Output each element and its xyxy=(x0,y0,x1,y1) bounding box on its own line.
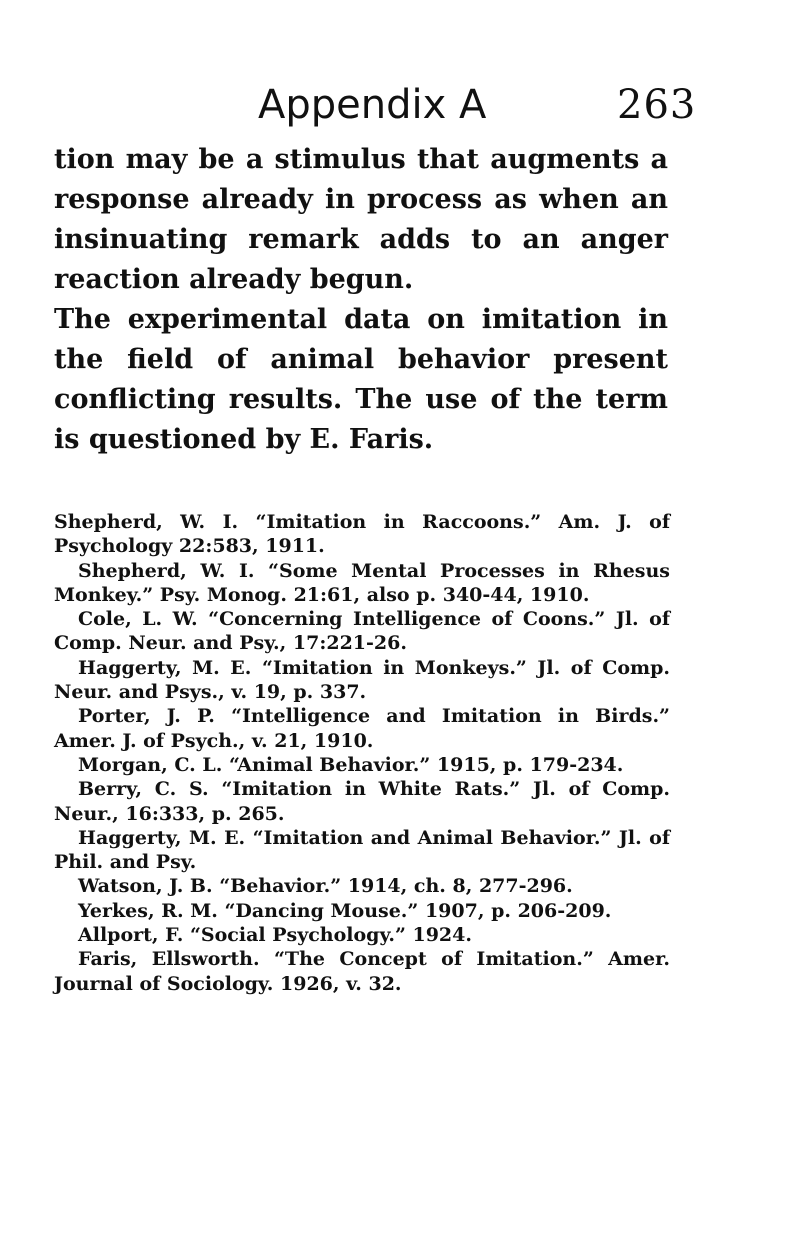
reference-entry: Watson, J. B. “Behavior.” 1914, ch. 8, 277-296. xyxy=(78,875,573,898)
body-paragraph: tion may be a stimulus that augments a response already in process as when an insinuating remark adds to an anger reaction already begun. xyxy=(54,144,668,295)
reference-entry: Porter, J. P. “Intelligence and Imitation in Birds.” Amer. J. of Psych., v. 21, 1910. xyxy=(54,705,670,752)
page-number: 263 xyxy=(617,82,697,128)
reference-entry: Allport, F. “Social Psychology.” 1924. xyxy=(78,924,472,947)
body-text xyxy=(54,140,668,460)
reference-entry: Morgan, C. L. “Animal Behavior.” 1915, p. 179-234. xyxy=(78,753,624,776)
reference-entry: Cole, L. W. “Concerning Intelligence of Coons.” Jl. of Comp. Neur. and Psy., 17:221-26. xyxy=(54,608,670,655)
chapter-title: Appendix A xyxy=(258,82,487,128)
reference-entry: Faris, Ellsworth. “The Concept of Imitation.” Amer. Journal of Sociology. 1926, v. 32. xyxy=(54,948,670,995)
running-head xyxy=(0,75,800,135)
reference-list xyxy=(54,510,670,996)
reference-entry: Yerkes, R. M. “Dancing Mouse.” 1907, p. 206-209. xyxy=(78,899,612,922)
body-paragraph: The experimental data on imitation in the field of animal behavior present conflicting results. The use of the term is questioned by E. Faris. xyxy=(54,304,668,455)
reference-entry: Berry, C. S. “Imitation in White Rats.” Jl. of Comp. Neur., 16:333, p. 265. xyxy=(54,778,670,825)
reference-entry: Shepherd, W. I. “Imitation in Raccoons.” Am. J. of Psychology 22:583, 1911. xyxy=(54,511,670,558)
reference-entry: Shepherd, W. I. “Some Mental Processes in Rhesus Monkey.” Psy. Monog. 21:61, also p. 340-44, 1910. xyxy=(54,559,670,606)
reference-entry: Haggerty, M. E. “Imitation and Animal Behavior.” Jl. of Phil. and Psy. xyxy=(54,826,670,874)
reference-entry: Haggerty, M. E. “Imitation in Monkeys.” Jl. of Comp. Neur. and Psys., v. 19, p. 337. xyxy=(54,656,670,704)
